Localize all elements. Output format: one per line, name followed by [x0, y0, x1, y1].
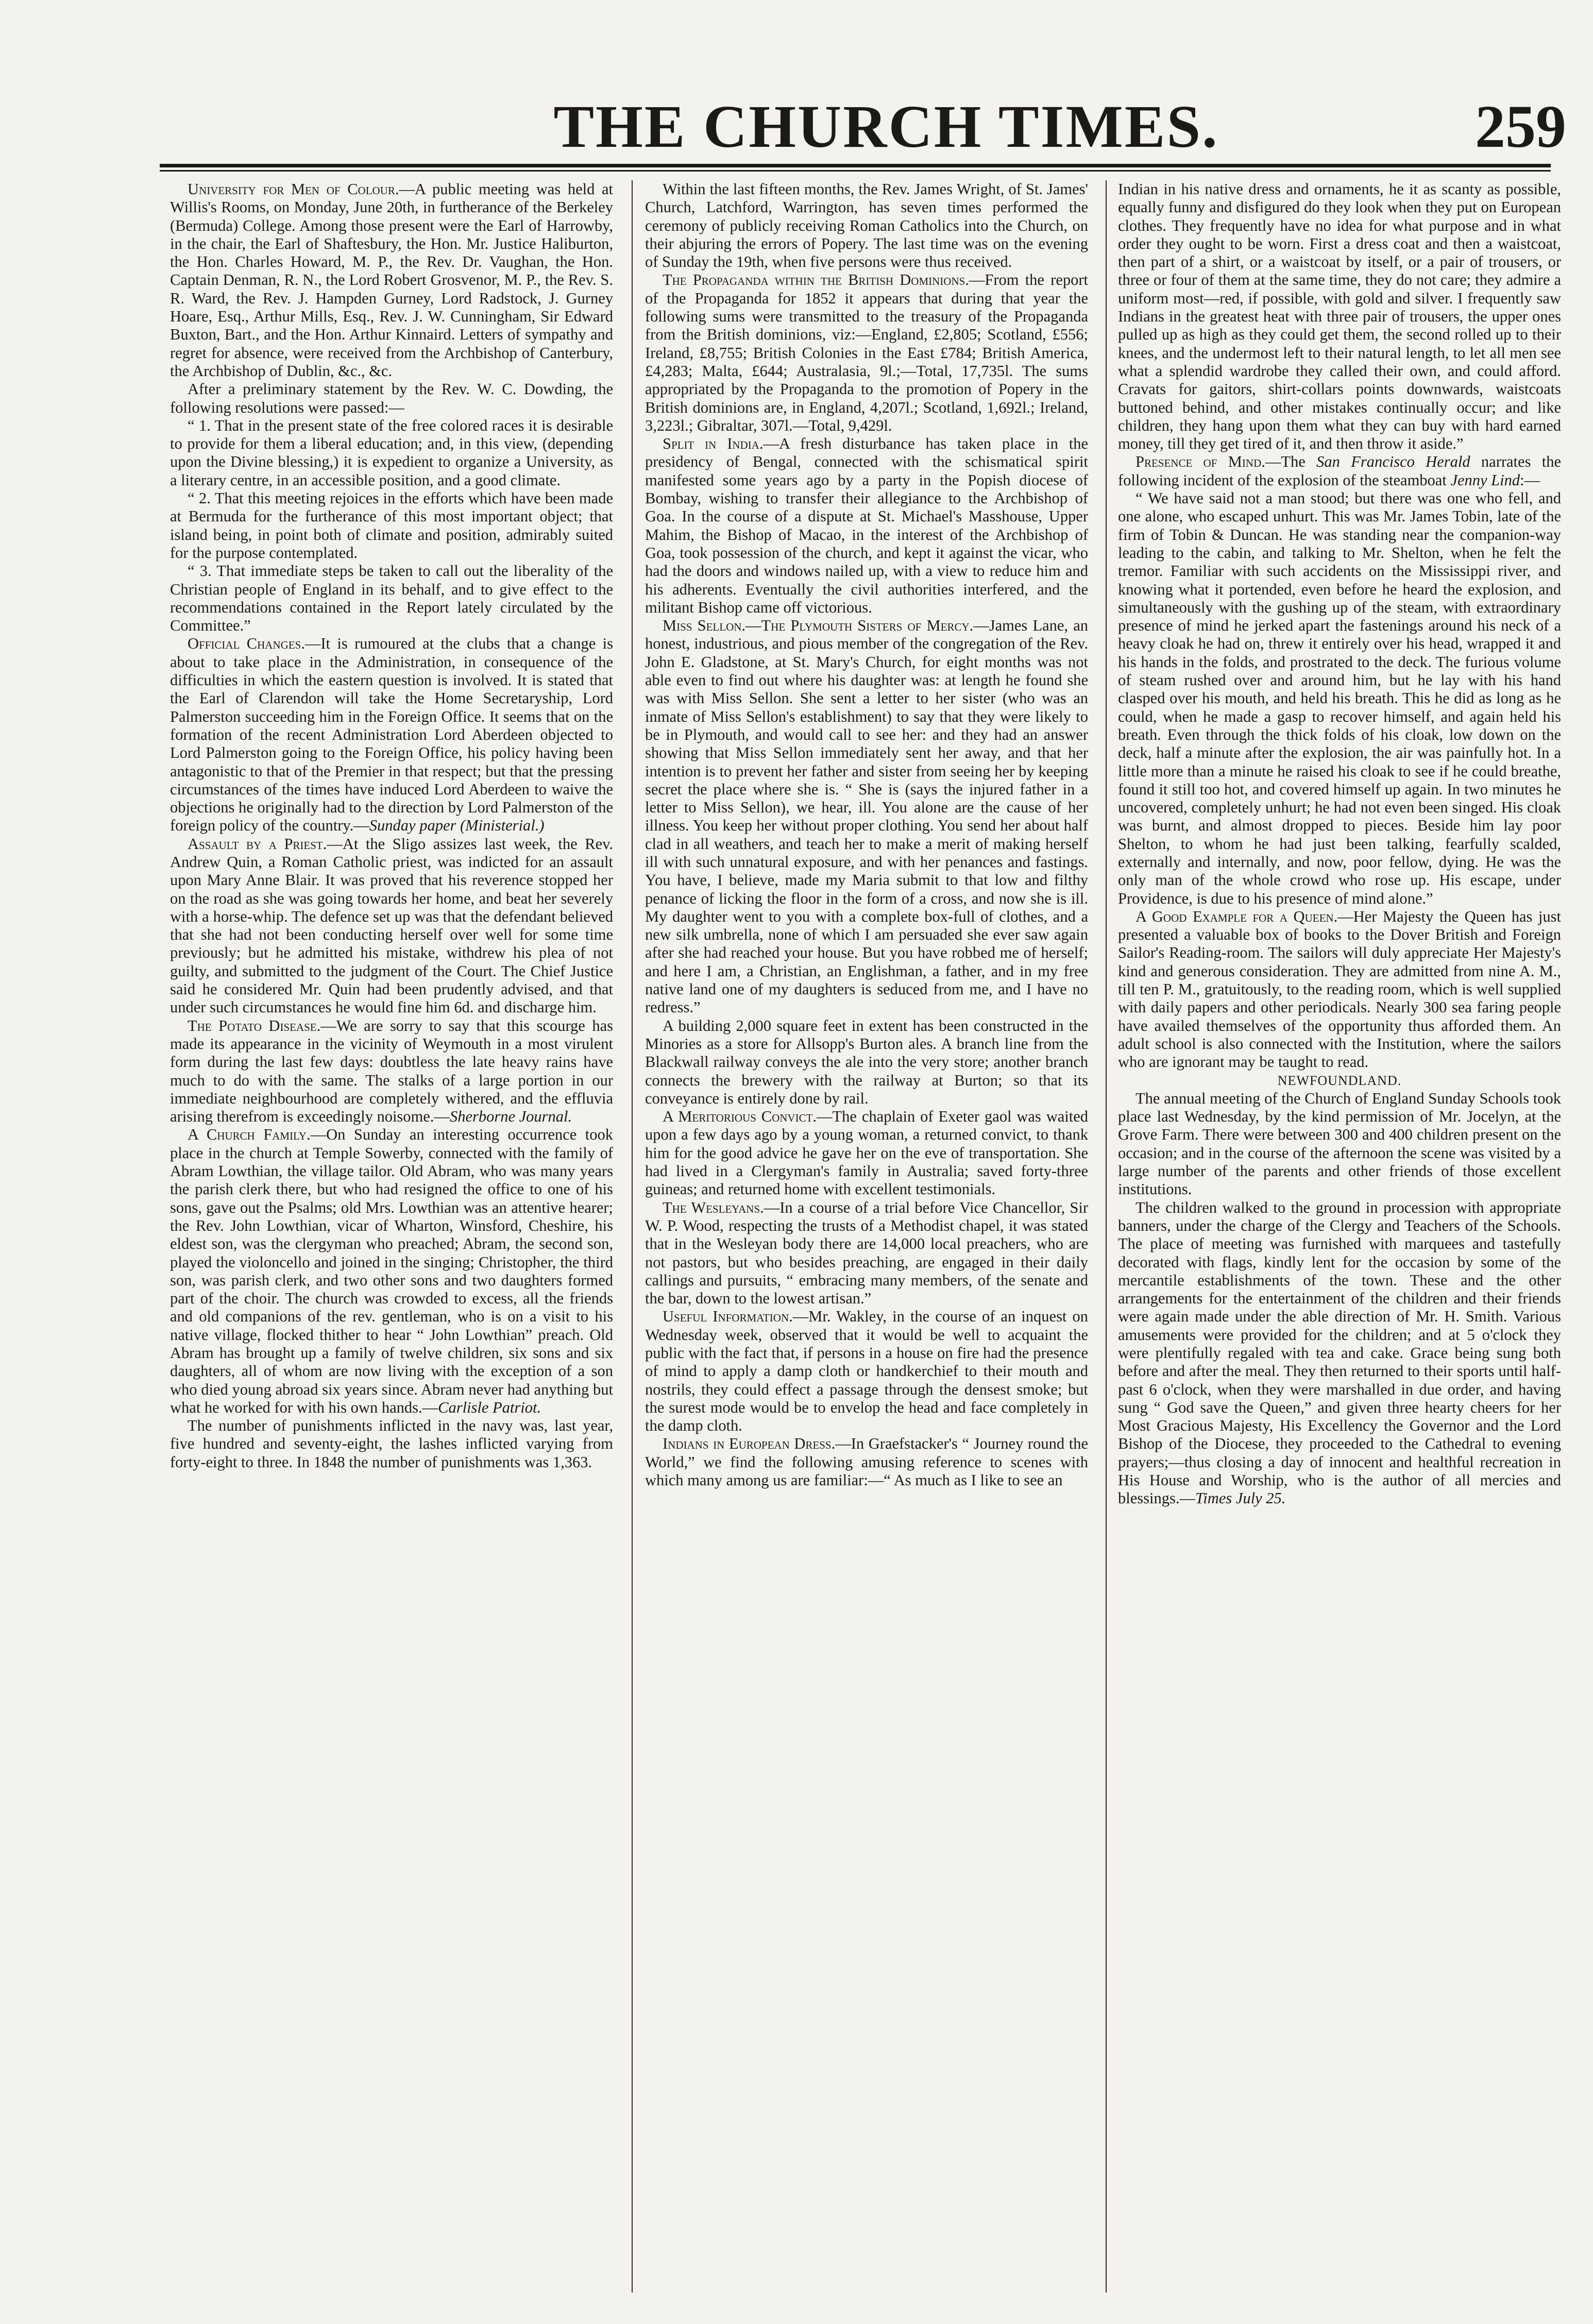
article-body: The children walked to the ground in procession with appropriate banners, under the charge of the Clergy and Teachers of the Schools. The place of meeting was furnished with marquees and tastefully decorated with flags, kindly lent for the occasion by some of the mercantile establishments of the town. These and the other arrangements for the entertainment of the children and their friends were again made under the able direction of Mr. H. Smith. Various amusements were provided for the children; and at 5 o'clock they were plentifully regaled with tea and cake. Grace being sung both before and after the meal. They then returned to their sports until half-past 6 o'clock, when they were marshalled in due order, and having sung “ God save the Queen,” and given three hearty cheers for her Most Gracious Majesty, His Excellency the Governor and the Lord Bishop of the Diocese, they proceeded to the Cathedral to evening prayers;—thus closing a day of innocent and healthful recreation in His House and Worship, who is the author of all mercies and blessings.— [1118, 1198, 1561, 1507]
article-heading: A Good Example for a Queen. [1136, 907, 1338, 925]
article-assault [170, 835, 613, 1017]
article-body: —The chaplain of Exeter gaol was waited upon a few days ago by a young woman, a returned convict, to thank him for the good advice he gave her on the eve of transportation. She had lived in a Clergyman's family in Australia; saved forty-three guineas; and returned home with excellent testimonials. [645, 1108, 1088, 1198]
article-heading: Split in India. [663, 435, 764, 453]
column-divider [1106, 180, 1107, 2293]
article-body: —Mr. Wakley, in the course of an inquest on Wednesday week, observed that it would be well to acquaint the public with the fact that, if persons in a house on fire had the presence of mind to apply a damp cloth or handkerchief to their mouth and nostrils, they could effect a passage through the densest smoke; but the surest mode would be to envelop the head and face completely in the damp cloth. [645, 1308, 1088, 1435]
article-meritorious-convict [645, 1108, 1088, 1198]
paragraph-receptions: Within the last fifteen months, the Rev. James Wright, of St. James' Church, Latchford, Warrington, has seven times performed the ceremony of publicly receiving Roman Catholics into the Church, on their abjuring the errors of Popery. The last time was on the evening of Sunday the 19th, when five persons were thus received. [645, 180, 1088, 271]
article-body: —In a course of a trial before Vice Chancellor, Sir W. P. Wood, respecting the trusts of a Methodist chapel, it was stated that in the Wesleyan body there are 14,000 local preachers, who are not pastors, but who besides preaching, are engaged in their daily callings and pursuits, “ embracing many members, of the senate and the bar, down to the lowest artisan.” [645, 1198, 1088, 1308]
article-heading: The Wesleyans. [663, 1198, 764, 1216]
article-heading: The Potato Disease. [188, 1016, 321, 1034]
header-rule-thin [160, 170, 1551, 172]
column-3 [1118, 180, 1561, 2298]
article-source: San Francisco Herald [1316, 453, 1470, 471]
article-potato-disease [170, 1017, 613, 1126]
article-body: —From the report of the Propaganda for 1852 it appears that during that year the following sums were transmitted to the treasury of the Propaganda from the British dominions, viz:—England, £2,805; Scotland, £556; Ireland, £8,755; British Colonies in the East £784; British America, £4,283; Malta, £644; Australasia, 9l.;—Total, 17,735l. The sums appropriated by the Propaganda to the promotion of Popery in the British dominions are, in England, 4,207l.; Scotland, 1,692l.; Ireland, 3,223l.; Gibraltar, 307l.—Total, 9,429l. [645, 271, 1088, 434]
article-body: —James Lane, an honest, industrious, and pious member of the congregation of the Rev. John E. Gladstone, at St. Mary's Church, for eight months was not able even to find out where his daughter was: at length he found she was with Miss Sellon. She sent a letter to her sister (who was an inmate of Miss Sellon's establishment) to say that they were likely to be in Plymouth, and would call to see her: and they had an answer showing that Miss Sellon immediately sent her away, and that her intention is to prevent her father and sister from seeing her by keeping secret the place where she is. “ She is (says the injured father in a letter to Miss Sellon), we hear, ill. You alone are the cause of her illness. You keep her without proper clothing. You send her about half clad in all weathers, and teach her to make a merit of making herself ill with such unnatural exposure, and with her penances and fastings. You have, I believe, made my Maria submit to that low and filthy penance of licking the floor in the form of a cross, and now she is ill. My daughter went to you with a complete box-full of clothes, and a new silk umbrella, none of which I am persuaded she ever saw again after she had reached your house. But you have robbed me of herself; and here I am, a Christian, an Englishman, a father, and in my free native land one of my daughters is seduced from me, and I have no redress.” [645, 617, 1088, 1016]
article-source: Times July 25. [1195, 1489, 1286, 1507]
article-heading: The Propaganda within the British Dominions. [663, 271, 969, 289]
article-presence-of-mind [1118, 453, 1561, 489]
article-body: —We are sorry to say that this scourge has made its appearance in the vicinity of Weymouth in a most virulent form during the last few days: doubtless the late heavy rains have much to do with the same. The stalks of a large portion in our immediate neighbourhood are completely withered, and the effluvia arising therefrom is exceedingly noisome.— [170, 1016, 613, 1126]
article-heading: Official Changes. [188, 635, 305, 653]
paragraph-sunday-schools: The annual meeting of the Church of England Sunday Schools took place last Wednesday, by the kind permission of Mr. Jocelyn, at the Grove Farm. There were between 300 and 400 children present on the occasion; and in the course of the afternoon the scene was visited by a large number of the parents and other friends of those excellent institutions. [1118, 1089, 1561, 1198]
article-body: —The [1265, 453, 1317, 471]
article-heading: Presence of Mind. [1136, 453, 1265, 471]
article-heading: Indians in European Dress. [663, 1435, 836, 1453]
newspaper-title: THE CHURCH TIMES. [553, 93, 1219, 160]
resolution-1: “ 1. That in the present state of the free colored races it is desirable to provide for them a liberal education; and, in this view, (depending upon the Divine blessing,) it is expedient to organize a University, as a literary centre, in an accessible position, and a good climate. [170, 416, 613, 489]
paragraph-procession [1118, 1199, 1561, 1508]
article-propaganda [645, 271, 1088, 435]
article-official-changes [170, 635, 613, 835]
article-wesleyans [645, 1199, 1088, 1308]
article-body: narrates the following incident of the explosion of the steamboat [1118, 453, 1561, 489]
article-heading: Miss Sellon.—The Plymouth Sisters of Mercy. [663, 617, 974, 635]
article-heading: Useful Information. [663, 1308, 793, 1326]
paragraph: After a preliminary statement by the Rev. W. C. Dowding, the following resolutions were passed:— [170, 380, 613, 416]
article-body: —On Sunday an interesting occurrence took place in the church at Temple Sowerby, connected with the family of Abram Lowthian, the village tailor. Old Abram, who was many years the parish clerk there, but who had resigned the office to one of his sons, gave out the Psalms; old Mrs. Lowthian was an attentive hearer; the Rev. John Lowthian, vicar of Wharton, Winsford, Cheshire, his eldest son, was the clergyman who preached; Abram, the second son, played the violoncello and joined in the singing; Christopher, the third son, was parish clerk, and two other sons and two daughters formed part of the choir. The church was crowded to excess, all the friends and old companions of the rev. gentleman, who is on a visit to his native village, flocked thither to hear “ John Lowthian” preach. Old Abram has brought up a family of twelve children, six sons and six daughters, all of whom are now living with the exception of a son who died young abroad six years since. Abram never had anything but what he worked for with his own hands.— [170, 1126, 613, 1416]
article-good-example [1118, 908, 1561, 1072]
page-number: 259 [1475, 93, 1566, 160]
paragraph-navy-punishments: The number of punishments inflicted in the navy was, last year, five hundred and seventy-eight, the lashes inflicted varying from forty-eight to three. In 1848 the number of punishments was 1,363. [170, 1417, 613, 1471]
article-useful-information [645, 1308, 1088, 1435]
article-miss-sellon [645, 617, 1088, 1017]
article-body: —Her Majesty the Queen has just presented a valuable box of books to the Dover British and Foreign Sailor's Reading-room. The sailors will duly appreciate Her Majesty's kind and generous consideration. They are admitted from nine A. M., till ten P. M., gratuitously, to the reading room, which is well supplied with daily papers and other periodicals. Nearly 300 sea faring people have availed themselves of the opportunity thus afforded them. An adult school is also connected with the Institution, where the sailors who are ignorant may be taught to read. [1118, 907, 1561, 1071]
article-body: —In Graefstacker's “ Journey round the World,” we find the following amusing reference to scenes with which many among us are familiar:—“ As much as I like to see an [645, 1435, 1088, 1489]
article-heading: Assault by a Priest. [188, 835, 327, 853]
paragraph-indians-continued: Indian in his native dress and ornaments, he it as scanty as possible, equally funny and disfigured do they look when they put on European clothes. They frequently have no idea for what purpose and in what order they ought to be worn. First a dress coat and then a waistcoat, then part of a shirt, or a waistcoat by itself, or a pair of trousers, or three or four of them at the same time, they do not care; they admire a uniform most—red, if possible, with gold and silver. I frequently saw Indians in the greatest heat with three pair of trousers, the upper ones pulled up as high as they could get them, the second rolled up to their knees, and the undermost left to their natural length, to let all men see what a splendid wardrobe they called their own, and could afford. Cravats for gaitors, shirt-collars points downwards, waistcoats buttoned behind, and other mistakes continually occur; and like children, they hang upon them what they can buy with hard earned money, till they get tired of it, and then throw it aside.” [1118, 180, 1561, 453]
article-split-in-india [645, 435, 1088, 617]
article-heading: A Church Family. [188, 1126, 311, 1144]
column-2 [645, 180, 1088, 2298]
article-body: —It is rumoured at the clubs that a change is about to take place in the Administration, in consequence of the difficulties in which the eastern question is involved. It is stated that the Earl of Clarendon will take the Home Secretaryship, Lord Palmerston succeeding him in the Foreign Office. It seems that on the formation of the recent Administration Lord Aberdeen objected to Lord Palmerston going to the Foreign Office, his policy having been antagonistic to that of the Premier in that respect; but that the pressing circumstances of the times have induced Lord Aberdeen to waive the objections he originally had to the direction by Lord Palmerston of the foreign policy of the country.— [170, 635, 613, 835]
article-source: Sherborne Journal. [449, 1108, 572, 1126]
column-divider [632, 180, 633, 2293]
article-heading: A Meritorious Convict. [663, 1108, 817, 1126]
resolution-2: “ 2. That this meeting rejoices in the efforts which have been made at Bermuda for the furtherance of this most important object; that island being, in point both of climate and position, admirably suited for the purpose contemplated. [170, 489, 613, 562]
article-source: Carlisle Patriot. [438, 1398, 541, 1416]
article-body: —A public meeting was held at Willis's Rooms, on Monday, June 20th, in furtherance of the Berkeley (Bermuda) College. Among those present were the Earl of Harrowby, in the chair, the Earl of Shaftesbury, the Hon. Mr. Justice Haliburton, the Hon. Charles Howard, M. P., the Rev. Dr. Vaughan, the Hon. Captain Denman, R. N., the Lord Robert Grosvenor, M. P., the Rev. S. R. Ward, the Rev. J. Hampden Gurney, Lord Radstock, J. Gurney Hoare, Esq., Arthur Mills, Esq., Rev. J. W. Cunningham, Sir Edward Buxton, Bart., and the Hon. Arthur Kinnaird. Letters of sympathy and regret for absence, were received from the Archbishop of Canterbury, the Archbishop of Dublin, &c., &c. [170, 180, 613, 380]
section-heading-newfoundland: NEWFOUNDLAND. [1277, 1073, 1402, 1088]
article-source: Sunday paper (Ministerial.) [369, 817, 545, 835]
masthead [160, 87, 1593, 164]
column-1 [170, 180, 613, 2298]
article-body: :— [1520, 471, 1540, 489]
header-rule-thick [160, 164, 1551, 167]
article-church-family [170, 1126, 613, 1417]
article-body: —At the Sligo assizes last week, the Rev. Andrew Quin, a Roman Catholic priest, was indicted for an assault upon Mary Anne Blair. It was proved that his reverence stopped her on the road as she was going towards her home, and beat her severely with a horse-whip. The defence set up was that the defendant believed that she had not been conducting herself over well for some time previously; but he admitted his mistake, withdrew his plea of not guilty, and submitted to the judgment of the Court. The Chief Justice said he considered Mr. Quin had been prudently advised, and that under such circumstances he would fine him 6d. and discharge him. [170, 835, 613, 1016]
article-heading: University for Men of Colour. [188, 180, 399, 198]
article-indians-european-dress [645, 1435, 1088, 1489]
article-body: —A fresh disturbance has taken place in the presidency of Bengal, connected with the schismatical spirit manifested some years ago by a party in the Popish diocese of Bombay, wishing to transfer their allegiance to the Archbishop of Goa. In the course of a dispute at St. Michael's Masshouse, Upper Mahim, the Bishop of Macao, in the interest of the Archbishop of Goa, took possession of the church, and kept it against the vicar, who had the doors and windows nailed up, with a view to reduce him and his adherents. Eventually the civil authorities interfered, and the militant Bishop came off victorious. [645, 435, 1088, 616]
resolution-3: “ 3. That immediate steps be taken to call out the liberality of the Christian people of England in its behalf, and to give effect to the recommendations contained in the Report lately circulated by the Committee.” [170, 562, 613, 635]
paragraph-allsopp: A building 2,000 square feet in extent has been constructed in the Minories as a store for Allsopp's Burton ales. A branch line from the Blackwall railway conveys the ale into the very store; another branch connects the brewery with the railway at Burton; so that its conveyance is entirely done by rail. [645, 1016, 1088, 1107]
article-source: Jenny Lind [1450, 471, 1520, 489]
paragraph-tobin-escape: “ We have said not a man stood; but there was one who fell, and one alone, who escaped unhurt. This was Mr. James Tobin, late of the firm of Tobin & Duncan. He was standing near the companion-way leading to the cabin, and talking to Mr. Shelton, when he felt the tremor. Familiar with such accidents on the Mississippi river, and knowing what it portended, even before he heard the explosion, and simultaneously with the gushing up of the steam, with extraordinary presence of mind he jerked apart the fastenings around his neck of a heavy cloak he had on, threw it entirely over his head, wrapped it and his hands in the folds, and prostrated to the deck. The furious volume of steam rushed over and around him, but he lay with his hand clasped over his mouth, and held his breath. This he did as long as he could, when he made a gasp to recover himself, and again held his breath. Even through the thick folds of his cloak, low down on the deck, half a minute after the explosion, the air was painfully hot. In a little more than a minute he raised his cloak to see if he could breathe, found it still too hot, and covered himself up again. In two minutes he uncovered, completely unhurt; he had not even been singed. His cloak was burnt, and almost dropped to pieces. Beside him lay poor Shelton, to whom he had just been talking, fearfully scalded, externally and internally, and now, poor fellow, dying. He was the only man of the whole crowd who rose up. His escape, under Providence, is due to his presence of mind alone.” [1118, 489, 1561, 907]
article-university [170, 180, 613, 380]
